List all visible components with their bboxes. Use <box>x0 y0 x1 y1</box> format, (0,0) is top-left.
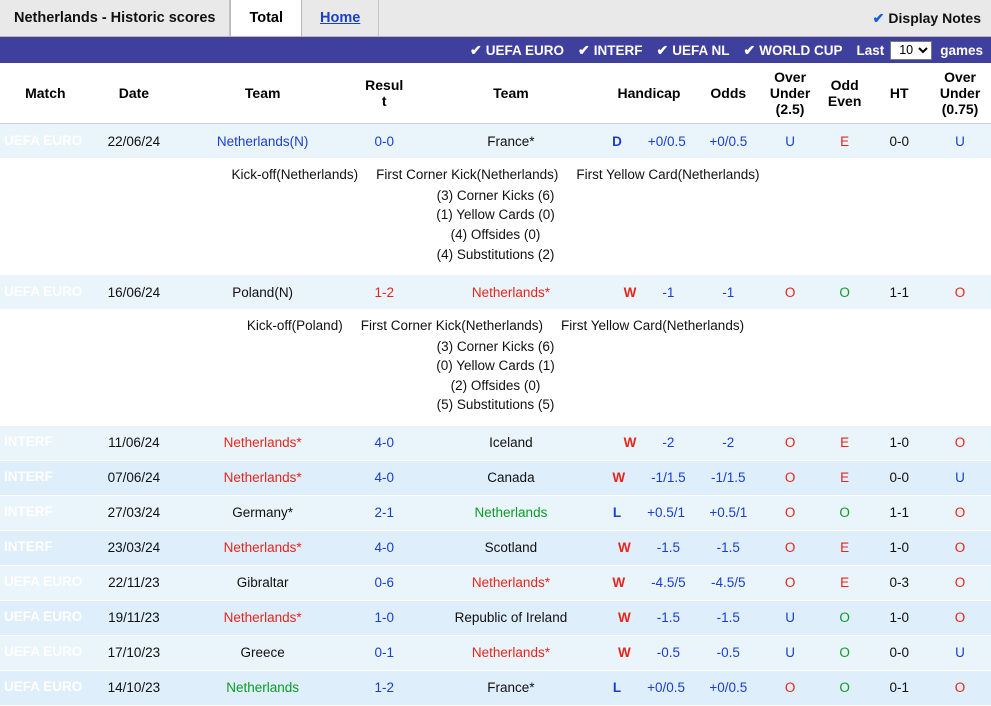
match-note-heading: Kick-off(Netherlands) <box>231 167 359 183</box>
cell-home-team: Netherlands* <box>177 460 348 495</box>
cell-handicap <box>602 600 697 635</box>
cell-home-team: Netherlands* <box>177 600 348 635</box>
cell-handicap <box>602 670 697 705</box>
cell-ht: 1-1 <box>869 275 929 310</box>
handicap-value: -2 <box>662 435 675 451</box>
cell-date: 19/11/23 <box>91 600 178 635</box>
col-over-under-25[interactable] <box>760 63 820 124</box>
table-body <box>0 124 991 706</box>
cell-over-under-075: O <box>929 530 991 565</box>
cell-handicap: -2 <box>696 425 760 460</box>
match-note-heading: Kick-off(Poland) <box>246 318 343 334</box>
col-ou075-line3: (0.75) <box>941 101 979 118</box>
match-note-line: (3) Corner Kicks (6) <box>436 338 555 354</box>
cell-odd-even: E <box>820 565 869 600</box>
filter-interf[interactable] <box>578 42 642 59</box>
match-note-line: (3) Corner Kicks (6) <box>436 187 555 203</box>
cell-over-under-25: U <box>760 600 820 635</box>
cell-competition: INTERF <box>0 530 91 565</box>
cell-date: 16/06/24 <box>91 275 178 310</box>
cell-ht: 1-0 <box>869 425 929 460</box>
cell-ht: 0-0 <box>869 635 929 670</box>
cell-over-under-075: O <box>929 565 991 600</box>
cell-away-team: Netherlands <box>420 495 601 530</box>
cell-competition: UEFA EURO <box>0 275 91 310</box>
col-result-line1: Resul <box>365 77 404 94</box>
match-notes-cell <box>0 310 991 426</box>
cell-odd-even: O <box>820 275 869 310</box>
match-notes-row <box>0 159 991 275</box>
cell-away-team: Republic of Ireland <box>420 600 601 635</box>
historic-scores-table <box>0 63 991 706</box>
filter-world-cup[interactable] <box>743 42 842 59</box>
cell-over-under-075: U <box>929 460 991 495</box>
col-over-under-075[interactable] <box>929 63 991 124</box>
tab-total[interactable] <box>230 0 302 36</box>
filter-uefa-euro[interactable] <box>470 42 564 59</box>
col-handicap[interactable]: Handicap <box>602 63 697 124</box>
cell-away-team: Scotland <box>420 530 601 565</box>
cell-handicap: -4.5/5 <box>696 565 760 600</box>
table-row[interactable] <box>0 565 991 600</box>
cell-score: 2-1 <box>348 495 420 530</box>
checkmark-icon: ✔ <box>743 41 756 58</box>
cell-over-under-075: O <box>929 670 991 705</box>
cell-handicap: -1.5 <box>696 530 760 565</box>
cell-over-under-25: O <box>760 565 820 600</box>
col-ou25-line3: (2.5) <box>775 101 805 118</box>
cell-over-under-075: O <box>929 495 991 530</box>
checkmark-icon: ✔ <box>872 9 885 26</box>
col-ou25-line2: Under <box>769 85 811 102</box>
cell-date: 11/06/24 <box>91 425 178 460</box>
filter-world-cup-label: WORLD CUP <box>759 42 843 58</box>
cell-date: 14/10/23 <box>91 670 178 705</box>
cell-home-team: Germany* <box>177 495 348 530</box>
handicap-value: +0.5/1 <box>647 505 686 521</box>
cell-score: 4-0 <box>348 425 420 460</box>
col-oddeven-line2: Even <box>827 93 862 110</box>
cell-ht: 0-0 <box>869 124 929 159</box>
cell-away-team: Netherlands* <box>420 635 601 670</box>
checkmark-icon: ✔ <box>470 41 482 58</box>
table-row[interactable] <box>0 670 991 705</box>
cell-over-under-075: O <box>929 600 991 635</box>
cell-away-team: Netherlands* <box>420 275 601 310</box>
cell-ht: 0-1 <box>869 670 929 705</box>
competition-filter-bar <box>0 37 991 63</box>
col-team-home[interactable]: Team <box>177 63 348 124</box>
result-indicator: L <box>612 680 622 696</box>
match-note-heading: First Corner Kick(Netherlands) <box>360 318 543 334</box>
games-label: games <box>940 42 983 58</box>
cell-handicap: +0/0.5 <box>696 124 760 159</box>
result-indicator: W <box>612 575 626 591</box>
cell-away-team: France* <box>420 124 601 159</box>
col-match[interactable]: Match <box>0 63 91 124</box>
cell-home-team: Gibraltar <box>177 565 348 600</box>
filter-uefa-nl-label: UEFA NL <box>672 42 730 58</box>
match-note-line: (0) Yellow Cards (1) <box>436 358 555 374</box>
cell-over-under-25: O <box>760 495 820 530</box>
col-ou075-line1: Over <box>944 69 977 85</box>
cell-over-under-075: U <box>929 635 991 670</box>
cell-away-team: Netherlands* <box>420 565 601 600</box>
result-indicator: W <box>617 610 631 626</box>
result-indicator: W <box>623 284 637 300</box>
cell-over-under-075: U <box>929 124 991 159</box>
cell-handicap: -0.5 <box>696 635 760 670</box>
cell-odd-even: E <box>820 124 869 159</box>
result-indicator: W <box>612 470 626 486</box>
last-label: Last <box>856 42 885 58</box>
match-note-line: (4) Substitutions (2) <box>436 246 555 262</box>
cell-over-under-25: O <box>760 670 820 705</box>
cell-handicap <box>602 495 697 530</box>
handicap-value: -4.5/5 <box>651 575 686 591</box>
cell-handicap <box>602 460 697 495</box>
cell-score: 0-1 <box>348 635 420 670</box>
match-note-line: (4) Offsides (0) <box>450 226 541 242</box>
col-ht[interactable]: HT <box>869 63 929 124</box>
cell-competition: UEFA EURO <box>0 600 91 635</box>
cell-score: 4-0 <box>348 530 420 565</box>
result-indicator: W <box>617 645 631 661</box>
cell-score: 1-0 <box>348 600 420 635</box>
col-odd-even[interactable] <box>820 63 869 124</box>
cell-away-team: France* <box>420 670 601 705</box>
cell-score: 0-0 <box>348 124 420 159</box>
cell-handicap <box>602 565 697 600</box>
cell-ht: 0-3 <box>869 565 929 600</box>
cell-handicap: -1/1.5 <box>696 460 760 495</box>
cell-competition: INTERF <box>0 425 91 460</box>
cell-handicap <box>602 635 697 670</box>
result-indicator: W <box>617 540 631 556</box>
cell-competition: UEFA EURO <box>0 124 91 159</box>
cell-score: 1-2 <box>348 670 420 705</box>
cell-handicap <box>602 425 697 460</box>
display-notes-toggle[interactable] <box>873 0 991 36</box>
table-row[interactable] <box>0 425 991 460</box>
col-result-line2: t <box>381 93 387 110</box>
cell-date: 17/10/23 <box>91 635 178 670</box>
cell-handicap <box>602 124 697 159</box>
result-indicator: D <box>612 133 622 149</box>
handicap-value: -0.5 <box>656 645 680 661</box>
cell-home-team: Netherlands* <box>177 530 348 565</box>
cell-over-under-25: O <box>760 425 820 460</box>
cell-handicap <box>602 530 697 565</box>
match-note-heading: First Corner Kick(Netherlands) <box>376 167 559 183</box>
table-row[interactable] <box>0 495 991 530</box>
table-row[interactable] <box>0 600 991 635</box>
handicap-value: -1/1.5 <box>651 470 686 486</box>
table-row[interactable] <box>0 635 991 670</box>
cell-home-team: Greece <box>177 635 348 670</box>
col-date[interactable]: Date <box>91 63 178 124</box>
cell-home-team: Netherlands* <box>177 425 348 460</box>
col-result[interactable] <box>348 63 420 124</box>
checkmark-icon: ✔ <box>656 41 669 58</box>
filter-uefa-nl[interactable] <box>656 42 729 59</box>
top-bar <box>0 0 991 37</box>
table-row[interactable] <box>0 275 991 310</box>
cell-over-under-25: O <box>760 275 820 310</box>
cell-score: 4-0 <box>348 460 420 495</box>
cell-date: 22/06/24 <box>91 124 178 159</box>
cell-date: 07/06/24 <box>91 460 178 495</box>
col-ou075-line2: Under <box>939 85 981 102</box>
col-team-away[interactable]: Team <box>420 63 601 124</box>
display-notes-label: Display Notes <box>888 10 981 26</box>
filter-uefa-euro-label: UEFA EURO <box>485 42 564 58</box>
match-note-line: (2) Offsides (0) <box>450 377 541 393</box>
cell-date: 23/03/24 <box>91 530 178 565</box>
cell-competition: UEFA EURO <box>0 670 91 705</box>
result-indicator: L <box>612 505 622 521</box>
cell-home-team: Poland(N) <box>177 275 348 310</box>
cell-handicap <box>602 275 697 310</box>
cell-over-under-075: O <box>929 425 991 460</box>
cell-odd-even: O <box>820 635 869 670</box>
cell-over-under-25: U <box>760 635 820 670</box>
cell-odd-even: O <box>820 670 869 705</box>
table-header-row <box>0 63 991 124</box>
cell-odd-even: E <box>820 530 869 565</box>
cell-over-under-25: O <box>760 460 820 495</box>
cell-competition: UEFA EURO <box>0 635 91 670</box>
handicap-value: +0/0.5 <box>647 133 686 149</box>
checkmark-icon: ✔ <box>578 41 590 58</box>
cell-over-under-25: O <box>760 530 820 565</box>
match-note-heading: First Yellow Card(Netherlands) <box>576 167 760 183</box>
match-note-heading: First Yellow Card(Netherlands) <box>561 318 745 334</box>
tab-total-label: Total <box>249 10 284 26</box>
cell-away-team: Iceland <box>420 425 601 460</box>
games-count-select[interactable] <box>890 41 932 60</box>
handicap-value: -1.5 <box>656 540 680 556</box>
table-row[interactable] <box>0 460 991 495</box>
table-row[interactable] <box>0 530 991 565</box>
cell-handicap: +0.5/1 <box>696 495 760 530</box>
tab-home-label: Home <box>320 10 361 26</box>
cell-handicap: +0/0.5 <box>696 670 760 705</box>
cell-odd-even: E <box>820 460 869 495</box>
result-indicator: W <box>623 435 637 451</box>
cell-odd-even: O <box>820 600 869 635</box>
cell-home-team: Netherlands <box>177 670 348 705</box>
cell-competition: UEFA EURO <box>0 565 91 600</box>
handicap-value: +0/0.5 <box>647 680 686 696</box>
cell-away-team: Canada <box>420 460 601 495</box>
cell-handicap: -1 <box>696 275 760 310</box>
col-oddeven-line1: Odd <box>830 77 859 94</box>
page-title: Netherlands - Historic scores <box>0 0 230 36</box>
cell-ht: 1-0 <box>869 600 929 635</box>
col-odds[interactable]: Odds <box>696 63 760 124</box>
cell-ht: 1-0 <box>869 530 929 565</box>
cell-ht: 1-1 <box>869 495 929 530</box>
filter-interf-label: INTERF <box>593 42 643 58</box>
match-notes-row <box>0 310 991 426</box>
cell-competition: INTERF <box>0 460 91 495</box>
table-row[interactable] <box>0 124 991 159</box>
cell-handicap: -1.5 <box>696 600 760 635</box>
cell-date: 22/11/23 <box>91 565 178 600</box>
col-ou25-line1: Over <box>774 69 807 85</box>
cell-odd-even: O <box>820 495 869 530</box>
cell-over-under-25: U <box>760 124 820 159</box>
handicap-value: -1 <box>662 284 675 300</box>
cell-competition: INTERF <box>0 495 91 530</box>
handicap-value: -1.5 <box>656 610 680 626</box>
cell-score: 0-6 <box>348 565 420 600</box>
match-note-line: (5) Substitutions (5) <box>436 397 555 413</box>
tab-home[interactable] <box>302 0 379 36</box>
cell-odd-even: E <box>820 425 869 460</box>
match-note-line: (1) Yellow Cards (0) <box>436 207 555 223</box>
cell-over-under-075: O <box>929 275 991 310</box>
cell-date: 27/03/24 <box>91 495 178 530</box>
cell-score: 1-2 <box>348 275 420 310</box>
match-notes-cell <box>0 159 991 275</box>
cell-ht: 0-0 <box>869 460 929 495</box>
cell-home-team: Netherlands(N) <box>177 124 348 159</box>
